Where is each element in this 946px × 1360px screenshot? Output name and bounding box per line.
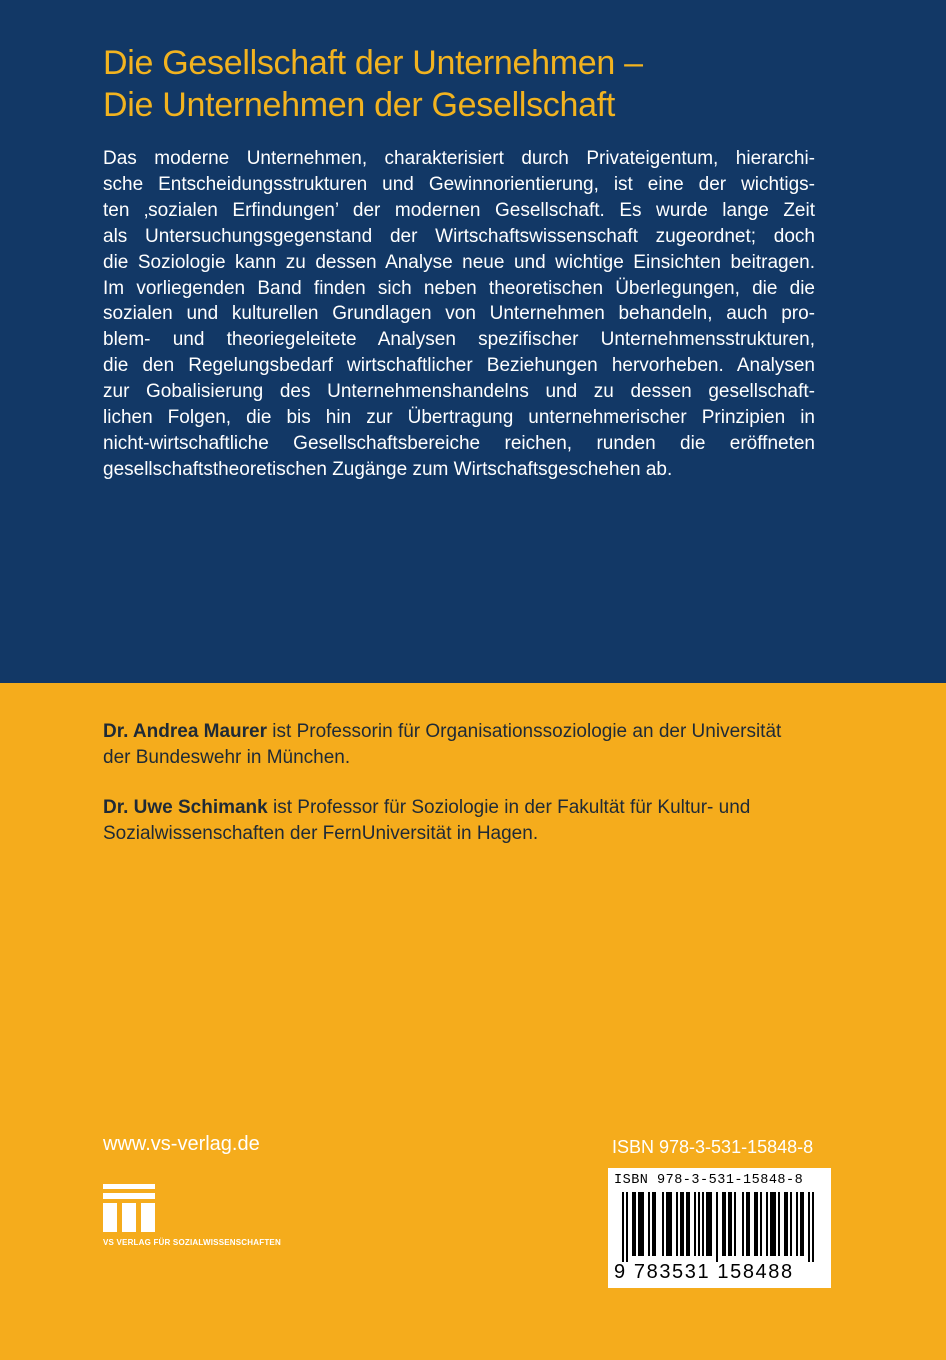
publisher-name: VS VERLAG FÜR SOZIALWISSENSCHAFTEN (103, 1238, 281, 1247)
isbn-label: ISBN 978-3-531-15848-8 (612, 1137, 814, 1157)
author-name: Dr. Uwe Schimank (103, 797, 268, 818)
barcode-isbn-text: ISBN 978-3-531-15848-8 (614, 1173, 804, 1188)
author-bio-text: ist Professorin für Organisationssoziologie an der Universität (267, 721, 782, 742)
blurb-line: gesellschaftstheoretischen Zugänge zum Wirtschaftsgeschehen ab. (103, 458, 673, 480)
publisher-logo-icon (103, 1184, 155, 1232)
title-line-2: Die Unternehmen der Gesellschaft (103, 86, 615, 124)
isbn-barcode (608, 1168, 831, 1288)
book-blurb (103, 146, 815, 483)
blurb-line: blem- und theoriegeleitete Analysen spezifischer Unternehmensstrukturen, (103, 329, 815, 351)
book-title (103, 42, 863, 126)
author-bio-schimank (103, 795, 823, 847)
author-bio-text: der Bundeswehr in München. (103, 747, 351, 768)
barcode-digits: 9 783531 158488 (614, 1261, 794, 1283)
blurb-line: Das moderne Unternehmen, charakterisiert durch Privateigentum, hierarchi- (103, 148, 815, 169)
title-line-1: Die Gesellschaft der Unternehmen – (103, 44, 643, 82)
blurb-line: Im vorliegenden Band finden sich neben theoretischen Überlegungen, die die (103, 277, 815, 299)
blurb-line: lichen Folgen, die bis hin zur Übertragung unternehmerischer Prinzipien in (103, 407, 815, 429)
author-name: Dr. Andrea Maurer (103, 721, 268, 742)
blurb-line: nicht-wirtschaftliche Gesellschaftsbereiche reichen, runden die eröffneten (103, 432, 815, 454)
barcode-bars (614, 1192, 825, 1262)
author-bio-maurer (103, 719, 823, 771)
blurb-line: sche Entscheidungsstrukturen und Gewinnorientierung, ist eine der wichtigs- (103, 173, 815, 195)
blurb-line: sozialen und kulturellen Grundlagen von Unternehmen behandeln, auch pro- (103, 303, 815, 325)
blurb-line: zur Gobalisierung des Unternehmenshandelns und zu dessen gesellschaft- (103, 381, 815, 403)
author-bio-text: ist Professor für Soziologie in der Fakultät für Kultur- und (267, 797, 751, 818)
blurb-line: ten ‚sozialen Erfindungen’ der modernen Gesellschaft. Es wurde lange Zeit (103, 199, 815, 221)
author-bio-text: Sozialwissenschaften der FernUniversität in Hagen. (103, 823, 539, 844)
publisher-website: www.vs-verlag.de (103, 1133, 260, 1155)
blurb-line: als Untersuchungsgegenstand der Wirtschaftswissenschaft zugeordnet; doch (103, 225, 815, 247)
blurb-line: die den Regelungsbedarf wirtschaftlicher Beziehungen hervorheben. Analysen (103, 355, 815, 377)
blurb-line: die Soziologie kann zu dessen Analyse neue und wichtige Einsichten beitragen. (103, 251, 815, 273)
